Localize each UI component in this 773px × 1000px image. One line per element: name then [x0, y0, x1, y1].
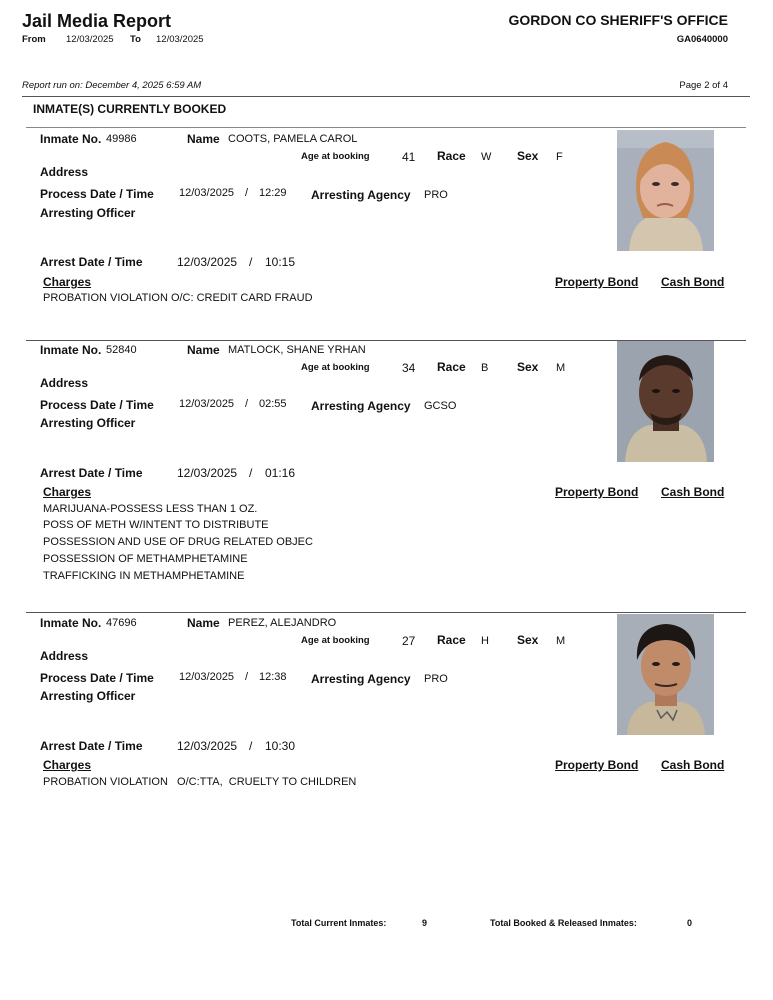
slash: / [245, 398, 249, 410]
total-released-label: Total Booked & Released Inmates: [490, 918, 637, 928]
report-run: Report run on: December 4, 2025 6:59 AM [22, 80, 202, 91]
name-label: Name [187, 343, 220, 357]
slash: / [249, 255, 253, 269]
property-bond-label: Property Bond [555, 275, 639, 289]
report-title: Jail Media Report [22, 11, 172, 31]
inmate-no-label: Inmate No. [40, 132, 102, 146]
inmate-no-label: Inmate No. [40, 343, 102, 357]
officer-label: Arresting Officer [40, 416, 136, 430]
age-label: Age at booking [301, 635, 370, 646]
charge-item: PROBATION VIOLATION O/C: CREDIT CARD FRAUD [43, 292, 313, 304]
section-divider [26, 127, 746, 128]
process-date: 12/03/2025 [179, 671, 235, 683]
from-date: 12/03/2025 [66, 34, 114, 45]
charges-label: Charges [43, 485, 92, 499]
total-released-value: 0 [687, 918, 693, 928]
charge-item: MARIJUANA-POSSESS LESS THAN 1 OZ. [43, 503, 258, 515]
arresting-agency: GCSO [424, 400, 457, 412]
agency-label: Arresting Agency [311, 672, 411, 686]
arrest-time: 10:30 [265, 739, 296, 753]
sex-label: Sex [517, 360, 539, 374]
address-label: Address [40, 376, 89, 390]
process-label: Process Date / Time [40, 187, 154, 201]
to-date: 12/03/2025 [156, 34, 204, 45]
sex-label: Sex [517, 149, 539, 163]
charges-label: Charges [43, 275, 92, 289]
agency-label: Arresting Agency [311, 188, 411, 202]
to-label: To [130, 34, 141, 45]
arrest-time: 10:15 [265, 255, 296, 269]
age-value: 34 [402, 361, 416, 375]
sex-value: M [556, 635, 566, 647]
inmate-no: 49986 [106, 133, 137, 145]
total-current-label: Total Current Inmates: [291, 918, 387, 928]
arrest-label: Arrest Date / Time [40, 255, 143, 269]
agency-label: Arresting Agency [311, 399, 411, 413]
agency-code: GA0640000 [676, 34, 728, 45]
age-value: 41 [402, 150, 416, 164]
page-number: Page 2 of 4 [679, 80, 728, 91]
age-label: Age at booking [301, 362, 370, 373]
inmate-name: MATLOCK, SHANE YRHAN [228, 344, 366, 356]
sex-label: Sex [517, 633, 539, 647]
from-label: From [22, 34, 46, 45]
slash: / [249, 739, 253, 753]
race-label: Race [437, 633, 466, 647]
agency-name: GORDON CO SHERIFF'S OFFICE [508, 12, 728, 28]
charges-label: Charges [43, 758, 92, 772]
race-value: H [481, 635, 489, 647]
address-label: Address [40, 165, 89, 179]
mugshot-photo [617, 614, 714, 735]
mugshot-photo [617, 130, 714, 251]
record-divider [26, 612, 746, 613]
process-time: 12:38 [259, 671, 287, 683]
header-divider [22, 96, 750, 97]
name-label: Name [187, 616, 220, 630]
slash: / [245, 187, 249, 199]
race-label: Race [437, 149, 466, 163]
arrest-date: 12/03/2025 [177, 739, 238, 753]
cash-bond-label: Cash Bond [661, 758, 725, 772]
address-label: Address [40, 649, 89, 663]
arresting-agency: PRO [424, 189, 448, 201]
officer-label: Arresting Officer [40, 206, 136, 220]
race-value: W [481, 151, 492, 163]
arresting-agency: PRO [424, 673, 448, 685]
sex-value: F [556, 151, 563, 163]
cash-bond-label: Cash Bond [661, 275, 725, 289]
name-label: Name [187, 132, 220, 146]
slash: / [245, 671, 249, 683]
inmate-no-label: Inmate No. [40, 616, 102, 630]
slash: / [249, 466, 253, 480]
arrest-label: Arrest Date / Time [40, 466, 143, 480]
inmate-no: 52840 [106, 344, 137, 356]
arrest-date: 12/03/2025 [177, 255, 238, 269]
process-time: 12:29 [259, 187, 287, 199]
charge-item: PROBATION VIOLATION O/C:TTA, CRUELTY TO CHILDREN [43, 776, 357, 788]
process-date: 12/03/2025 [179, 187, 235, 199]
process-time: 02:55 [259, 398, 287, 410]
charge-item: TRAFFICKING IN METHAMPHETAMINE [43, 570, 245, 582]
age-value: 27 [402, 634, 416, 648]
mugshot-photo [617, 341, 714, 462]
officer-label: Arresting Officer [40, 689, 136, 703]
inmate-no: 47696 [106, 617, 137, 629]
age-label: Age at booking [301, 151, 370, 162]
sex-value: M [556, 362, 566, 374]
arrest-date: 12/03/2025 [177, 466, 238, 480]
arrest-label: Arrest Date / Time [40, 739, 143, 753]
process-label: Process Date / Time [40, 398, 154, 412]
inmate-name: COOTS, PAMELA CAROL [228, 133, 358, 145]
process-date: 12/03/2025 [179, 398, 235, 410]
charge-item: POSSESSION AND USE OF DRUG RELATED OBJEC [43, 536, 313, 548]
process-label: Process Date / Time [40, 671, 154, 685]
race-label: Race [437, 360, 466, 374]
arrest-time: 01:16 [265, 466, 296, 480]
section-title: INMATE(S) CURRENTLY BOOKED [33, 102, 227, 116]
property-bond-label: Property Bond [555, 485, 639, 499]
cash-bond-label: Cash Bond [661, 485, 725, 499]
property-bond-label: Property Bond [555, 758, 639, 772]
race-value: B [481, 362, 489, 374]
charge-item: POSS OF METH W/INTENT TO DISTRIBUTE [43, 519, 269, 531]
charge-item: POSSESSION OF METHAMPHETAMINE [43, 553, 248, 565]
total-current-value: 9 [422, 918, 428, 928]
inmate-name: PEREZ, ALEJANDRO [228, 617, 337, 629]
